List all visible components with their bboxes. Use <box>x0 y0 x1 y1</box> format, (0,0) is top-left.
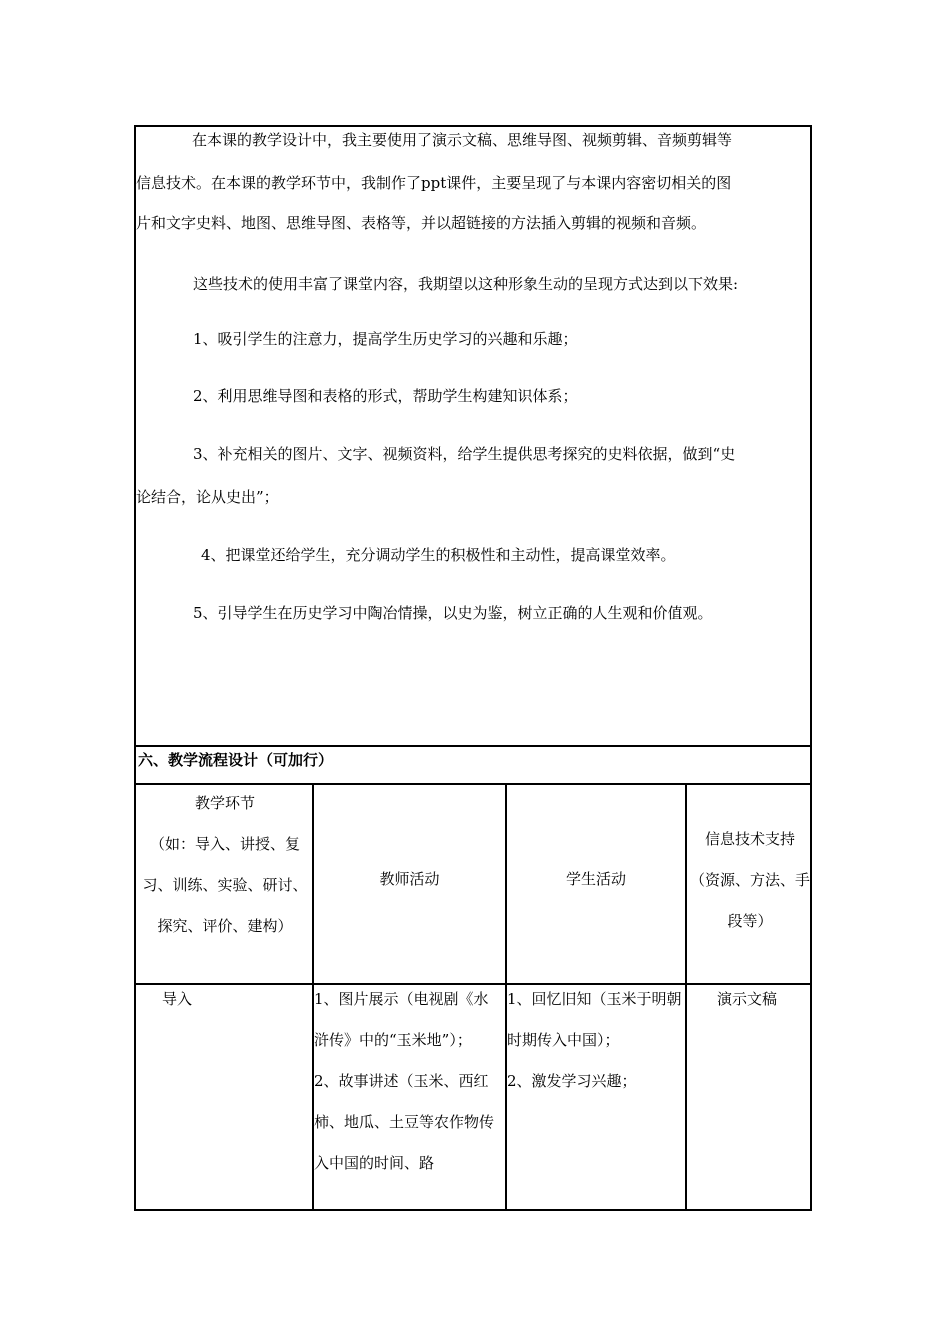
effect-item-5: 5、引导学生在历史学习中陶冶情操，以史为鉴，树立正确的人生观和价值观。 <box>193 604 713 622</box>
header-tech: 信息技术支持 （资源、方法、手段等） <box>690 830 811 930</box>
header-stage <box>140 783 310 947</box>
effect-item-2: 2、利用思维导图和表格的形式，帮助学生构建知识体系； <box>193 387 578 405</box>
header-stage-text: 教学环节 （如：导入、讲授、复习、训练、实验、研讨、探究、评价、建构） <box>142 794 308 935</box>
document-table <box>134 125 812 1211</box>
intro-cell <box>136 127 810 747</box>
effect-item-4: 4、把课堂还给学生，充分调动学生的积极性和主动性，提高课堂效率。 <box>201 546 676 564</box>
effect-item-3-line-1: 3、补充相关的图片、文字、视频资料，给学生提供思考探究的史料依据，做到“史 <box>193 445 736 463</box>
section-title: 六、教学流程设计（可加行） <box>136 745 810 785</box>
intro-paragraph-2: 这些技术的使用丰富了课堂内容，我期望以这种形象生动的呈现方式达到以下效果: <box>193 275 739 293</box>
row1-teacher: 1、图片展示（电视剧《水浒传》中的“玉米地”）； 2、故事讲述（玉米、西红柿、地瓜、土豆等农作物传入中国的时间、路 <box>314 990 495 1172</box>
row1-student: 1、回忆旧知（玉米于明朝时期传入中国）； 2、激发学习兴趣； <box>507 990 682 1090</box>
intro-paragraph-1-line-1: 在本课的教学设计中，我主要使用了演示文稿、思维导图、视频剪辑、音频剪辑等 <box>192 131 733 149</box>
effect-item-3-line-2: 论结合，论从史出”； <box>136 488 279 506</box>
header-teacher: 教师活动 <box>379 870 440 888</box>
header-student: 学生活动 <box>565 870 626 888</box>
row1-stage: 导入 <box>162 990 193 1008</box>
effect-item-1: 1、吸引学生的注意力，提高学生历史学习的兴趣和乐趣； <box>193 330 578 348</box>
row1-tech: 演示文稿 <box>716 990 777 1008</box>
intro-paragraph-1-line-3: 片和文字史料、地图、思维导图、表格等，并以超链接的方法插入剪辑的视频和音频。 <box>136 214 707 232</box>
intro-paragraph-1-line-2: 信息技术。在本课的教学环节中，我制作了ppt课件，主要呈现了与本课内容密切相关的图 <box>136 174 732 192</box>
